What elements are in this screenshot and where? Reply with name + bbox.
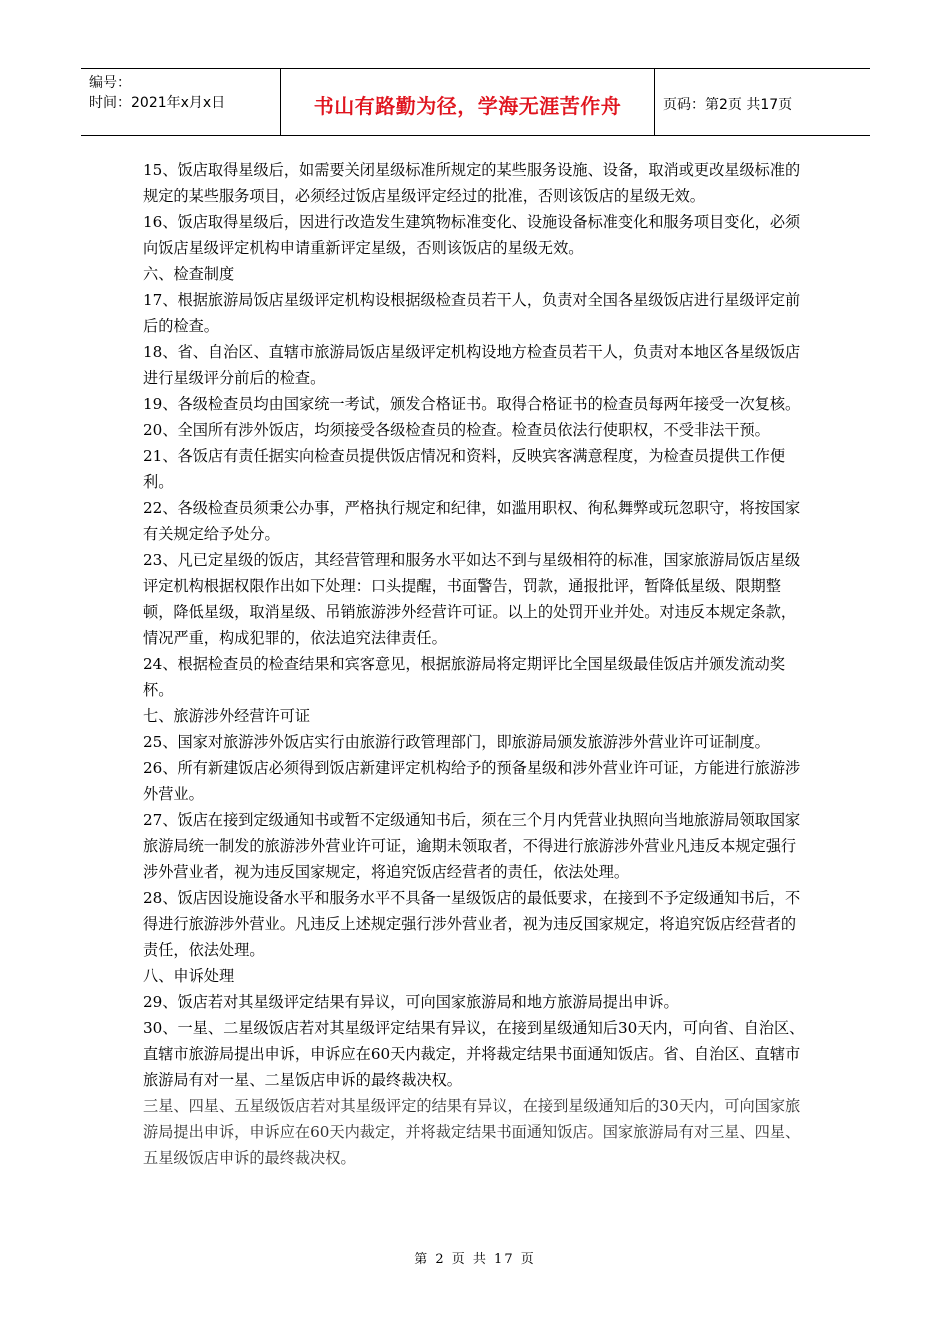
paragraph-27: 27、饭店在接到定级通知书或暂不定级通知书后，须在三个月内凭营业执照向当地旅游局领取国家旅游局统一制发的旅游涉外营业许可证，逾期未领取者，不得进行旅游涉外营业凡违反本规定强行涉外营业者，视为违反国家规定，将追究饭店经营者的责任，依法处理。 xyxy=(143,811,801,881)
page-header xyxy=(81,68,870,136)
section-heading-inspection: 六、检查制度 xyxy=(143,265,235,283)
paragraph-18: 18、省、自治区、直辖市旅游局饭店星级评定机构设地方检查员若干人，负责对本地区各星级饭店进行星级评分前后的检查。 xyxy=(143,343,801,387)
paragraph-15: 15、饭店取得星级后，如需要关闭星级标准所规定的某些服务设施、设备，取消或更改星级标准的规定的某些服务项目，必须经过饭店星级评定经过的批准，否则该饭店的星级无效。 xyxy=(143,161,801,205)
paragraph-17: 17、根据旅游局饭店星级评定机构设根据级检查员若干人，负责对全国各星级饭店进行星级评定前后的检查。 xyxy=(143,291,801,335)
document-number-label: 编号： xyxy=(89,75,131,91)
document-time-label: 时间：2021年x月x日 xyxy=(89,95,226,111)
paragraph-16: 16、饭店取得星级后，因进行改造发生建筑物标准变化、设施设备标准变化和服务项目变化，必须向饭店星级评定机构申请重新评定星级，否则该饭店的星级无效。 xyxy=(143,213,801,257)
paragraph-23: 23、凡已定星级的饭店，其经营管理和服务水平如达不到与星级相符的标准，国家旅游局饭店星级评定机构根据权限作出如下处理：口头提醒，书面警告，罚款，通报批评，暂降低星级、限期整顿，降低星级，取消星级、吊销旅游涉外经营许可证。以上的处罚开业并处。对违反本规定条款，情况严重，构成犯罪的，依法追究法律责任。 xyxy=(143,551,801,647)
paragraph-26: 26、所有新建饭店必须得到饭店新建评定机构给予的预备星级和涉外营业许可证，方能进行旅游涉外营业。 xyxy=(143,759,801,803)
page-footer: 第 2 页 共 17 页 xyxy=(414,1252,536,1267)
paragraph-30-continued: 三星、四星、五星级饭店若对其星级评定的结果有异议，在接到星级通知后的30天内，可向国家旅游局提出申诉，申诉应在60天内裁定，并将裁定结果书面通知饭店。国家旅游局有对三星、四星、五星级饭店申诉的最终裁决权。 xyxy=(143,1097,801,1167)
paragraph-24: 24、根据检查员的检查结果和宾客意见，根据旅游局将定期评比全国星级最佳饭店并颁发流动奖杯。 xyxy=(143,655,786,699)
paragraph-19: 19、各级检查员均由国家统一考试，颁发合格证书。取得合格证书的检查员每两年接受一次复核。 xyxy=(143,395,801,413)
paragraph-20: 20、全国所有涉外饭店，均须接受各级检查员的检查。检查员依法行使职权，不受非法干预。 xyxy=(143,421,770,439)
header-motto: 书山有路勤为径，学海无涯苦作舟 xyxy=(281,69,655,135)
header-meta xyxy=(81,69,281,135)
document-body xyxy=(143,157,811,1171)
section-heading-license: 七、旅游涉外经营许可证 xyxy=(143,707,311,725)
paragraph-21: 21、各饭店有责任据实向检查员提供饭店情况和资料，反映宾客满意程度，为检查员提供工作便利。 xyxy=(143,447,786,491)
paragraph-25: 25、国家对旅游涉外饭店实行由旅游行政管理部门，即旅游局颁发旅游涉外营业许可证制度。 xyxy=(143,733,770,751)
paragraph-29: 29、饭店若对其星级评定结果有异议，可向国家旅游局和地方旅游局提出申诉。 xyxy=(143,993,679,1011)
header-page-number: 页码：第2页 共17页 xyxy=(663,97,793,113)
paragraph-30: 30、一星、二星级饭店若对其星级评定结果有异议，在接到星级通知后30天内，可向省、自治区、直辖市旅游局提出申诉，申诉应在60天内裁定，并将裁定结果书面通知饭店。省、自治区、直辖市旅游局有对一星、二星饭店申诉的最终裁决权。 xyxy=(143,1019,805,1089)
paragraph-28: 28、饭店因设施设备水平和服务水平不具备一星级饭店的最低要求，在接到不予定级通知书后，不得进行旅游涉外营业。凡违反上述规定强行涉外营业者，视为违反国家规定，将追究饭店经营者的责任，依法处理。 xyxy=(143,889,801,959)
section-heading-appeal: 八、申诉处理 xyxy=(143,967,235,985)
paragraph-22: 22、各级检查员须秉公办事，严格执行规定和纪律，如滥用职权、徇私舞弊或玩忽职守，将按国家有关规定给予处分。 xyxy=(143,499,801,543)
